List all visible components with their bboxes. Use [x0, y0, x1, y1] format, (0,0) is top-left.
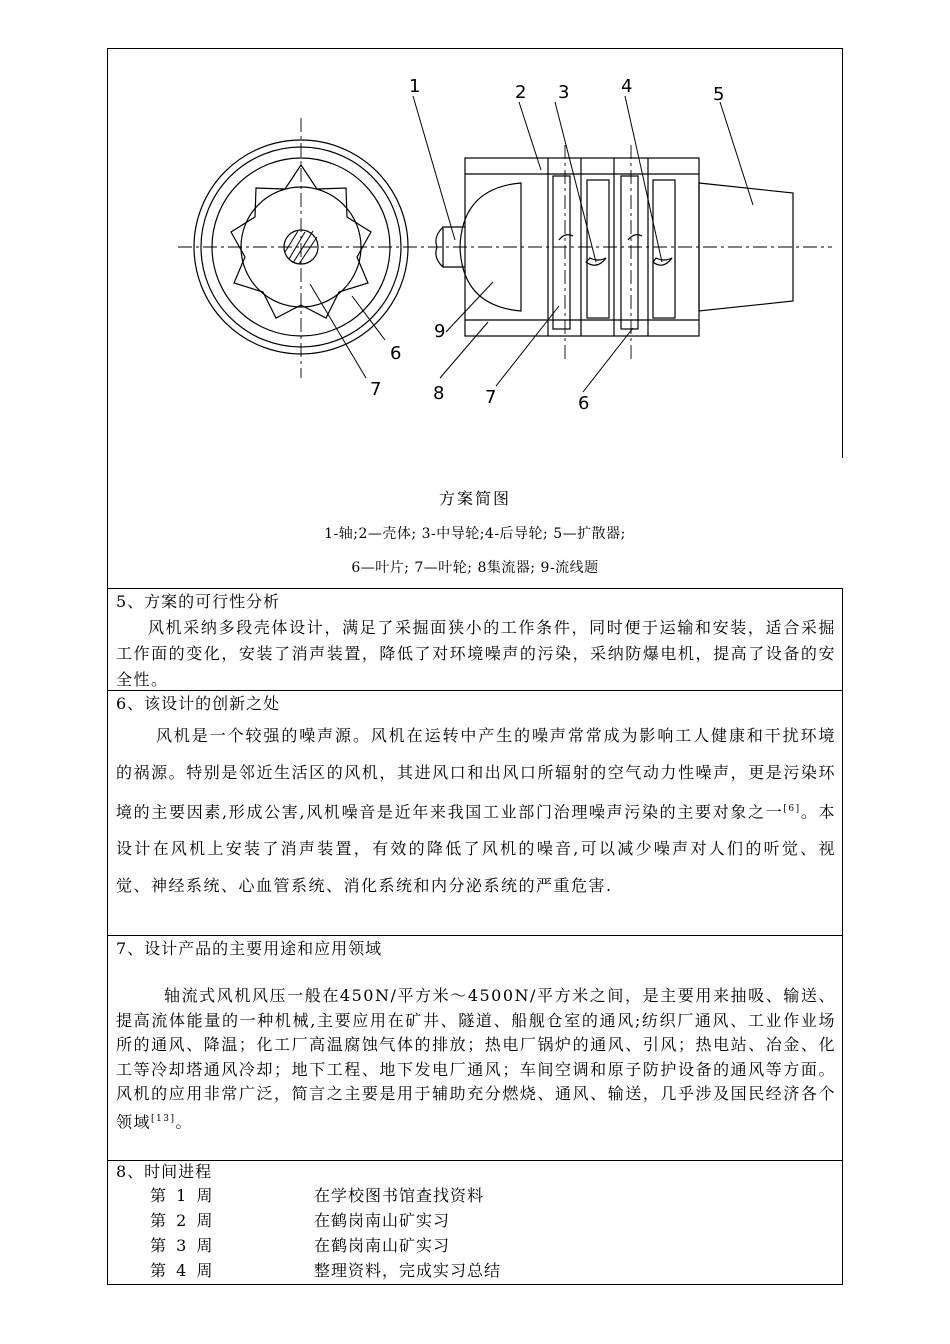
schedule-task-3: 在鹤岗南山矿实习 [314, 1236, 451, 1255]
fan-scheme-diagram [108, 49, 842, 469]
section-5-body: 风机采纳多段壳体设计，满足了采掘面狭小的工作条件，同时便于运输和安装，适合采掘工作面的变化，安装了消声装置，降低了对环境噪声的污染，采纳防爆电机，提高了设备的安全性。 [116, 618, 836, 689]
diagram-legend-line-1: 1-轴;2—壳体; 3-中导轮;4-后导轮; 5—扩散器; [324, 526, 626, 542]
section-6-body [116, 717, 836, 904]
diagram-legend-line-2: 6—叶片; 7—叶轮; 8集流器; 9-流线题 [351, 560, 599, 576]
section-5-heading: 5、方案的可行性分析 [116, 592, 281, 611]
section-7-text-a: 轴流式风机风压一般在450N/平方米～4500N/平方米之间，是主要用来抽吸、输送、提高流体能量的一种机械,主要应用在矿井、隧道、船舰仓室的通风;纺织厂通风、工业作业场所的通风、降温；化工厂高温腐蚀气体的排放；热电厂锅炉的通风、引风；热电站、冶金、化工等冷却塔通风冷却；地下工程、地下发电厂通风；车间空调和原子防护设备的通风等方面。风机的应用非常广泛，简言之主要是用于辅助充分燃烧、通风、输送，几乎涉及国民经济各个领域 [116, 986, 836, 1131]
divider-7 [107, 935, 843, 936]
section-8-heading: 8、时间进程 [116, 1162, 213, 1181]
schedule-task-4: 整理资料，完成实习总结 [314, 1261, 502, 1280]
schedule-week-2: 第 2 周 [150, 1211, 213, 1230]
label-3: 3 [558, 82, 570, 103]
section-7 [116, 938, 836, 1134]
section-6 [116, 693, 836, 904]
label-6-side: 6 [578, 393, 590, 414]
section-6-text-b: 。本设计在风机上安装了消声装置，有效的降低了风机的噪音,可以减少噪声对人们的听觉、视觉、神经系统、心血管系统、消化系统和内分泌系统的严重危害. [116, 802, 836, 896]
schedule-task-2: 在鹤岗南山矿实习 [314, 1211, 451, 1230]
label-9: 9 [434, 321, 446, 342]
label-4: 4 [621, 76, 633, 97]
section-7-citation: [13] [151, 1113, 176, 1124]
label-1: 1 [409, 76, 421, 97]
label-8: 8 [433, 383, 445, 404]
label-5: 5 [713, 84, 725, 105]
right-border-lower [842, 588, 843, 1285]
section-7-text-b: 。 [175, 1111, 194, 1131]
divider-5 [107, 588, 843, 589]
schedule-week-1: 第 1 周 [150, 1186, 213, 1205]
schedule-task-1: 在学校图书馆查找资料 [314, 1186, 485, 1205]
schedule-week-3: 第 3 周 [150, 1236, 213, 1255]
section-6-heading: 6、该设计的创新之处 [116, 694, 281, 713]
bottom-border [107, 1284, 843, 1285]
label-2: 2 [515, 82, 527, 103]
section-6-citation: [6] [783, 804, 801, 814]
label-7-side: 7 [485, 387, 497, 408]
right-border-upper [842, 48, 843, 458]
schedule-week-4: 第 4 周 [150, 1261, 213, 1280]
label-7-front: 7 [370, 379, 382, 400]
section-7-heading: 7、设计产品的主要用途和应用领域 [116, 939, 383, 958]
section-6-text-a: 风机是一个较强的噪声源。风机在运转中产生的噪声常常成为影响工人健康和干扰环境的祸源。特别是邻近生活区的风机，其进风口和出风口所辐射的空气动力性噪声，更是污染环境的主要因素,形成公害,风机噪音是近年来我国工业部门治理噪声污染的主要对象之一 [116, 726, 836, 822]
label-6-front: 6 [390, 343, 402, 364]
section-5 [116, 591, 836, 693]
diagram-title: 方案简图 [438, 489, 511, 508]
section-7-body [116, 984, 836, 1134]
